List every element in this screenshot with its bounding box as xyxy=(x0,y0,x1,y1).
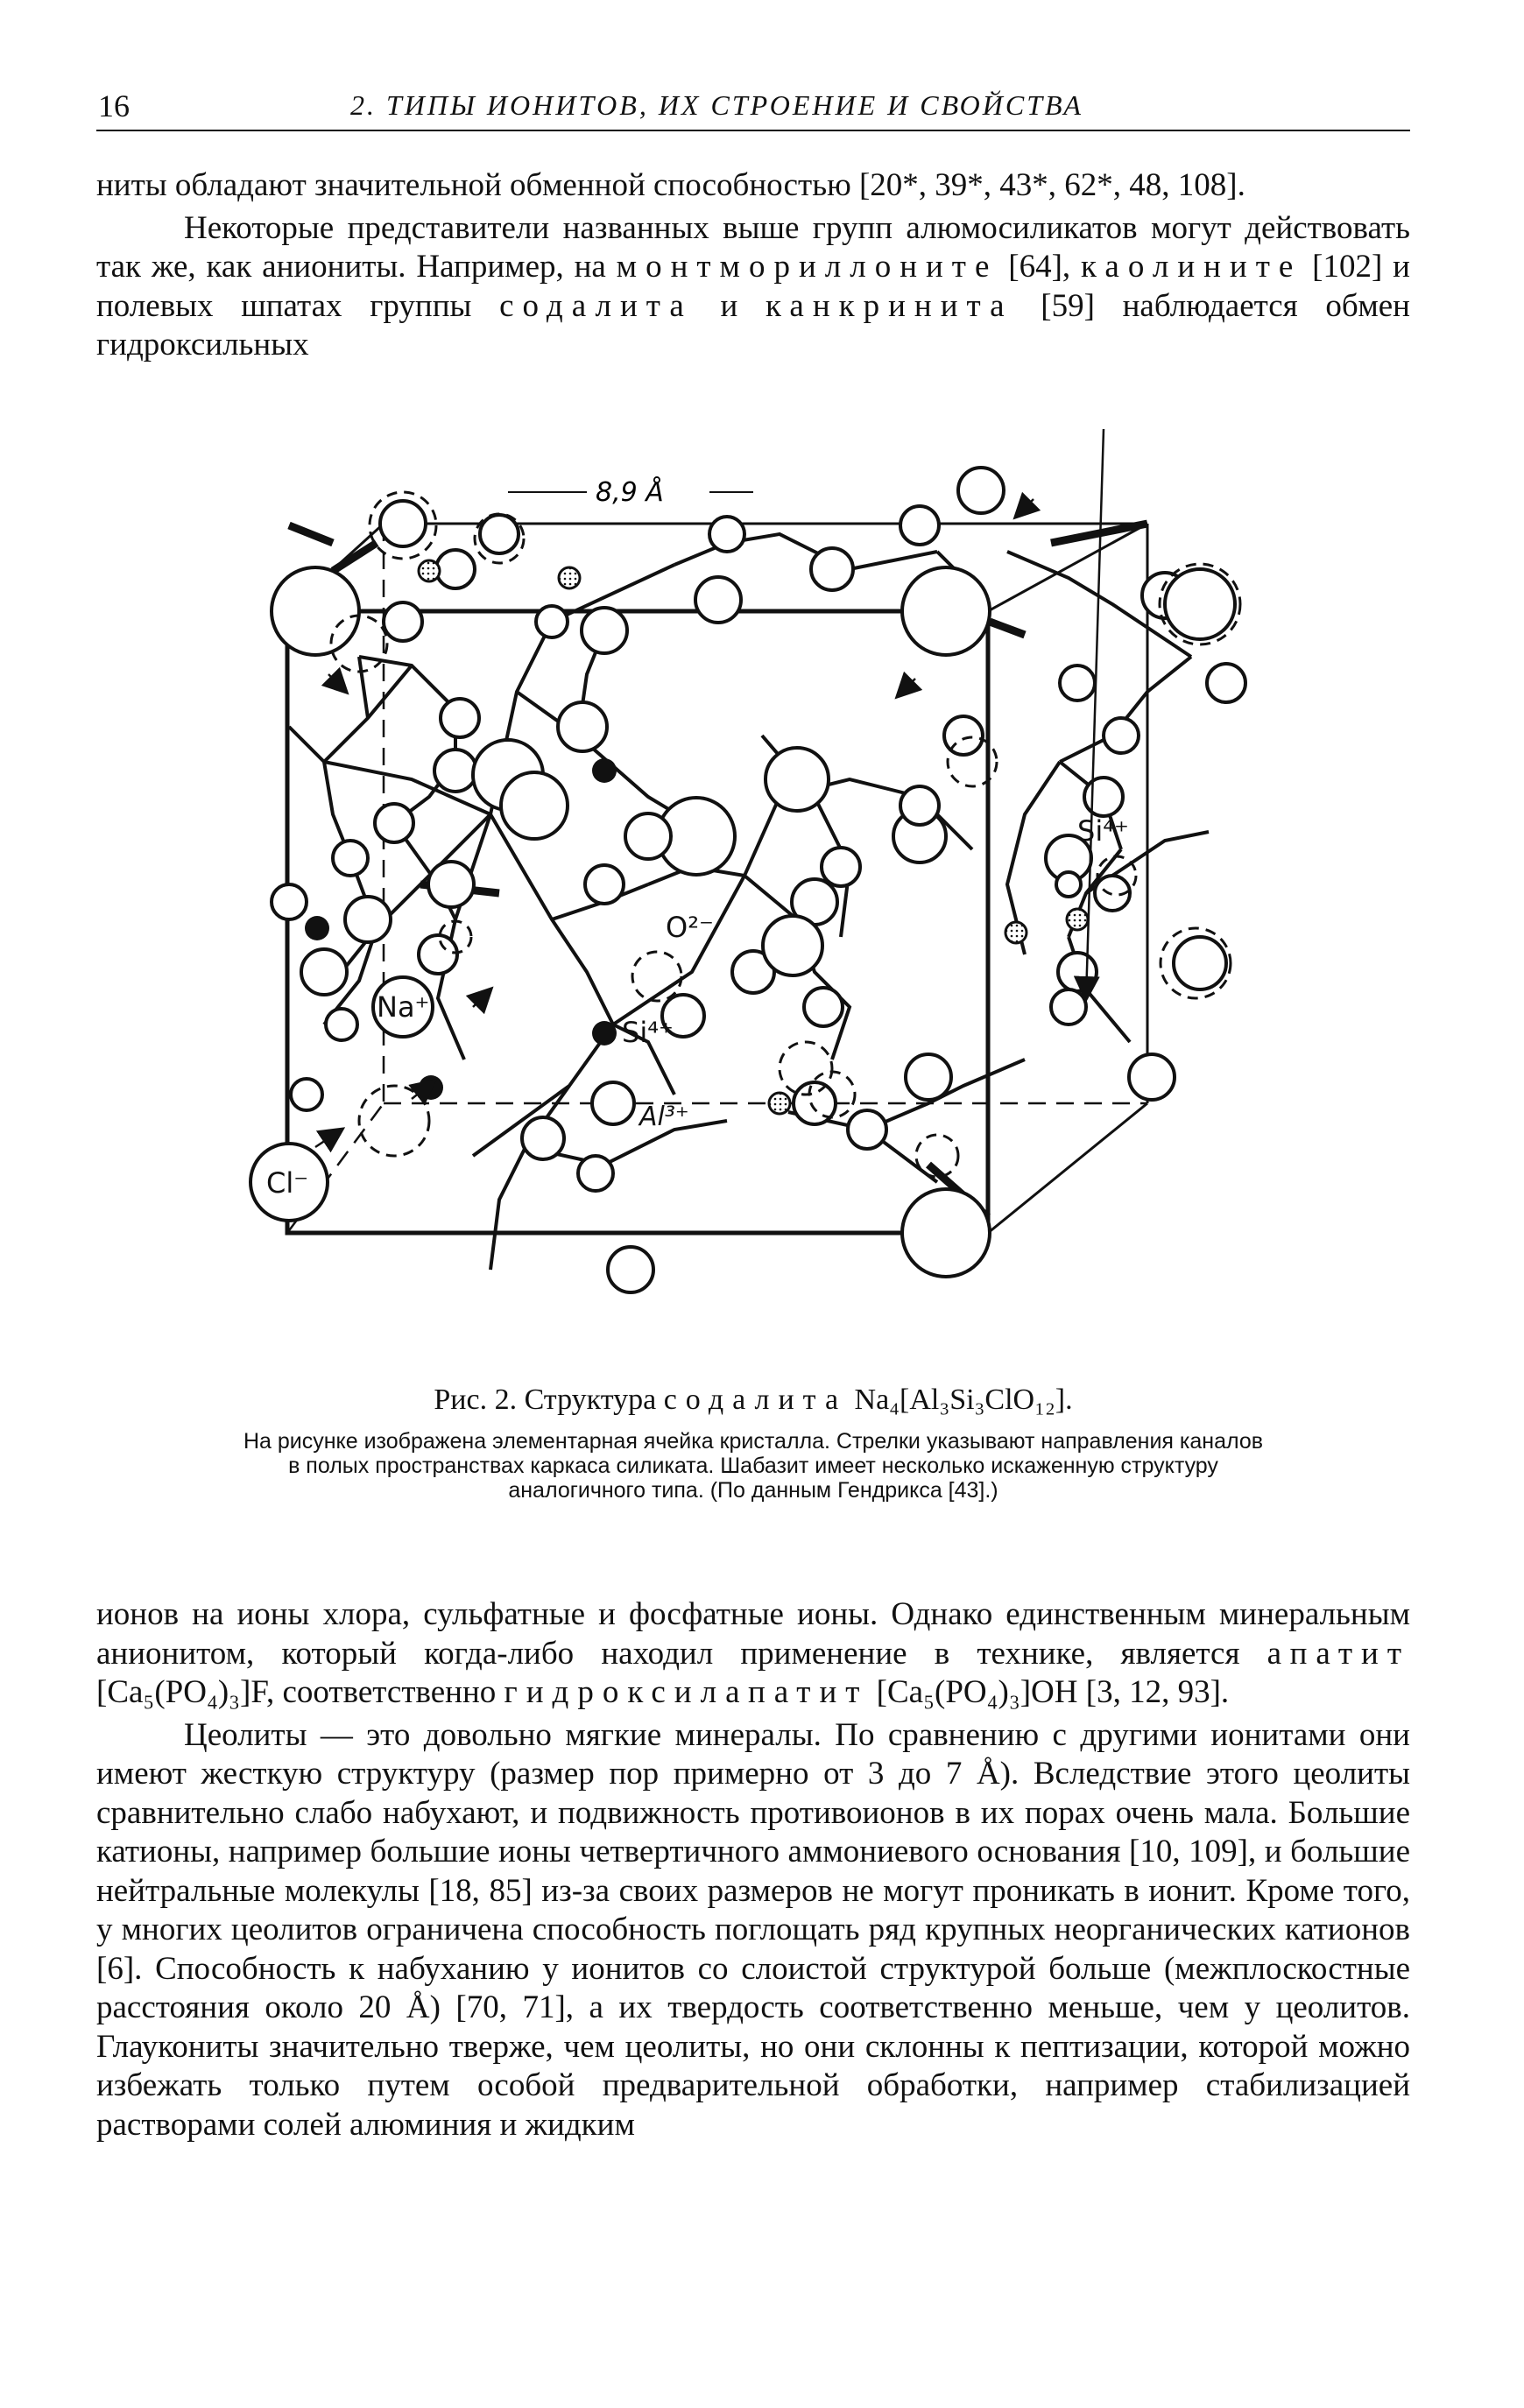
atom-o xyxy=(522,1117,564,1159)
dimension-marker xyxy=(508,476,753,508)
atom-o xyxy=(1129,1054,1175,1100)
depth-edge-br xyxy=(988,1103,1147,1233)
atom-o xyxy=(536,606,568,637)
atom-o xyxy=(625,813,671,859)
atom-o xyxy=(301,949,347,995)
si-label-right: Si⁴⁺ xyxy=(1077,814,1129,848)
atom-o xyxy=(375,804,413,842)
spaced-term: апатит xyxy=(1266,1635,1410,1672)
atom-o xyxy=(434,750,476,792)
bonds xyxy=(289,534,1209,1270)
sodalite-structure-figure xyxy=(236,429,1340,1357)
text-run: ионов на ионы хлора, сульфатные и фосфатные ионы. Однако единственным минеральным анионитом, который когда-либо находил применение в технике, является xyxy=(96,1596,1410,1672)
text-run: [59] наблюдается обмен гидроксильных xyxy=(96,287,1410,363)
spaced-term: каолините xyxy=(1081,249,1302,285)
atom-large-corner-tr xyxy=(902,567,990,655)
atom-o xyxy=(380,501,426,546)
atom-o xyxy=(272,884,307,919)
atom-o xyxy=(900,786,939,825)
top-text-block xyxy=(96,166,1410,365)
atom-o xyxy=(333,841,368,876)
atom-large xyxy=(763,916,822,975)
atom-o xyxy=(441,699,479,737)
atom-o xyxy=(345,897,391,942)
caption-prefix: Рис. 2. Структура xyxy=(434,1384,664,1416)
paragraph-4: Цеолиты — это довольно мягкие минералы. По сравнению с другими ионитами они имеют жесткую структуру (размер пор примерно от 3 до 7 Å). Вследствие этого цеолиты сравнительно слабо набухают, и подвижность противоионов в их порах очень мала. Большие катионы, например большие ионы четвертичного аммониевого основания [10, 109], и большие нейтральные молекулы [18, 85] из-за своих размеров не могут проникать в ионит. Кроме того, у многих цеолитов ограничена способность поглощать ряд крупных неорганических катионов [6]. Способность к набуханию у ионитов со слоистой структурой больше (межплоскостные расстояния около 20 Å) [70, 71], а их твердость соответственно меньше, чем у цеолитов. Глаукониты значительно тверже, чем цеолиты, но они склонны к пептизации, которой можно избежать только путем особой предварительной обработки, например стабилизацией растворами солей алюминия и жидким xyxy=(96,1716,1410,2143)
dimension-label: 8,9 Å xyxy=(596,477,664,508)
si-label-center: Si⁴⁺ xyxy=(622,1016,674,1049)
text-run: [64], xyxy=(998,249,1082,285)
atom-large xyxy=(766,748,829,811)
spaced-term: канкринита xyxy=(766,287,1013,324)
atom-o xyxy=(578,1156,613,1191)
paragraph-1: ниты обладают значительной обменной способностью [20*, 39*, 43*, 62*, 48, 108]. xyxy=(96,167,1245,203)
text-run: Некоторые представители названных выше групп алюмосиликатов могут действовать так же, как аниониты. Например, на xyxy=(96,209,1410,285)
atom-large-corner-tl xyxy=(272,567,359,655)
page-header xyxy=(96,86,1410,131)
atom-o xyxy=(804,988,843,1026)
atom-o xyxy=(436,550,475,588)
figure-caption-title xyxy=(96,1384,1410,1417)
atom-o xyxy=(1207,664,1245,702)
atom-o xyxy=(582,608,627,653)
atom-o xyxy=(900,506,939,545)
figure-caption-note: На рисунке изображена элементарная ячейка кристалла. Стрелки указывают направления каналов в полых пространствах каркаса силиката. Шабазит имеет несколько искаженную структуру аналогичного типа. (По данным Гендрикса [43].) xyxy=(243,1429,1264,1503)
atom-large-corner-br xyxy=(902,1189,990,1277)
spaced-term: содалита xyxy=(499,287,693,324)
atom-o xyxy=(958,468,1004,513)
atom-o xyxy=(1104,718,1139,753)
na-label: Na⁺ xyxy=(377,990,430,1024)
atom-o xyxy=(608,1247,653,1292)
atom-o xyxy=(558,702,607,751)
crystal-diagram xyxy=(236,429,1340,1357)
atom-large xyxy=(501,772,568,839)
atom-o xyxy=(592,1082,634,1124)
atom-o xyxy=(1051,989,1086,1024)
text-run: [102] и полевых шпатах группы xyxy=(96,249,1410,324)
spaced-term: гидроксилапатит xyxy=(504,1674,869,1710)
caption-formula: Na₄[Al₃Si₃ClO₁₂]. xyxy=(847,1384,1073,1416)
atom-o xyxy=(585,865,624,904)
text-run: и xyxy=(692,287,766,324)
paragraph-3 xyxy=(96,1595,1410,1713)
atom-o xyxy=(1174,937,1226,989)
atom-o xyxy=(695,577,741,623)
atom-o xyxy=(1058,953,1097,991)
atom-o xyxy=(1084,778,1123,816)
text-run: [Ca₅(PO₄)₃]F, соответственно xyxy=(96,1674,504,1710)
al-label: Al³⁺ xyxy=(639,1102,689,1132)
atom-o xyxy=(428,862,474,907)
atom-o xyxy=(848,1110,886,1149)
atom-o xyxy=(1060,665,1095,701)
atom-large xyxy=(1165,569,1235,639)
atom-o xyxy=(480,515,519,553)
atom-o xyxy=(811,548,853,590)
text-run: [Ca₅(PO₄)₃]OH [3, 12, 93]. xyxy=(868,1674,1230,1710)
spaced-term: монтмориллоните xyxy=(616,249,998,285)
atom-o xyxy=(291,1079,322,1110)
atom-o xyxy=(709,517,744,552)
atom-o xyxy=(419,935,457,974)
o2-label: O²⁻ xyxy=(666,911,714,944)
atom-o xyxy=(822,848,860,886)
page-number: 16 xyxy=(98,88,130,123)
paragraph-2 xyxy=(96,209,1410,365)
cl-label: Cl⁻ xyxy=(266,1166,309,1200)
atom-o xyxy=(326,1009,357,1040)
atom-o xyxy=(1056,872,1081,897)
bottom-text-block xyxy=(96,1595,1410,2144)
atom-o xyxy=(906,1054,951,1100)
running-head: 2. ТИПЫ ИОНИТОВ, ИХ СТРОЕНИЕ И СВОЙСТВА xyxy=(350,89,1083,121)
atom-o xyxy=(384,602,422,641)
caption-spaced-term: содалита xyxy=(663,1384,848,1416)
